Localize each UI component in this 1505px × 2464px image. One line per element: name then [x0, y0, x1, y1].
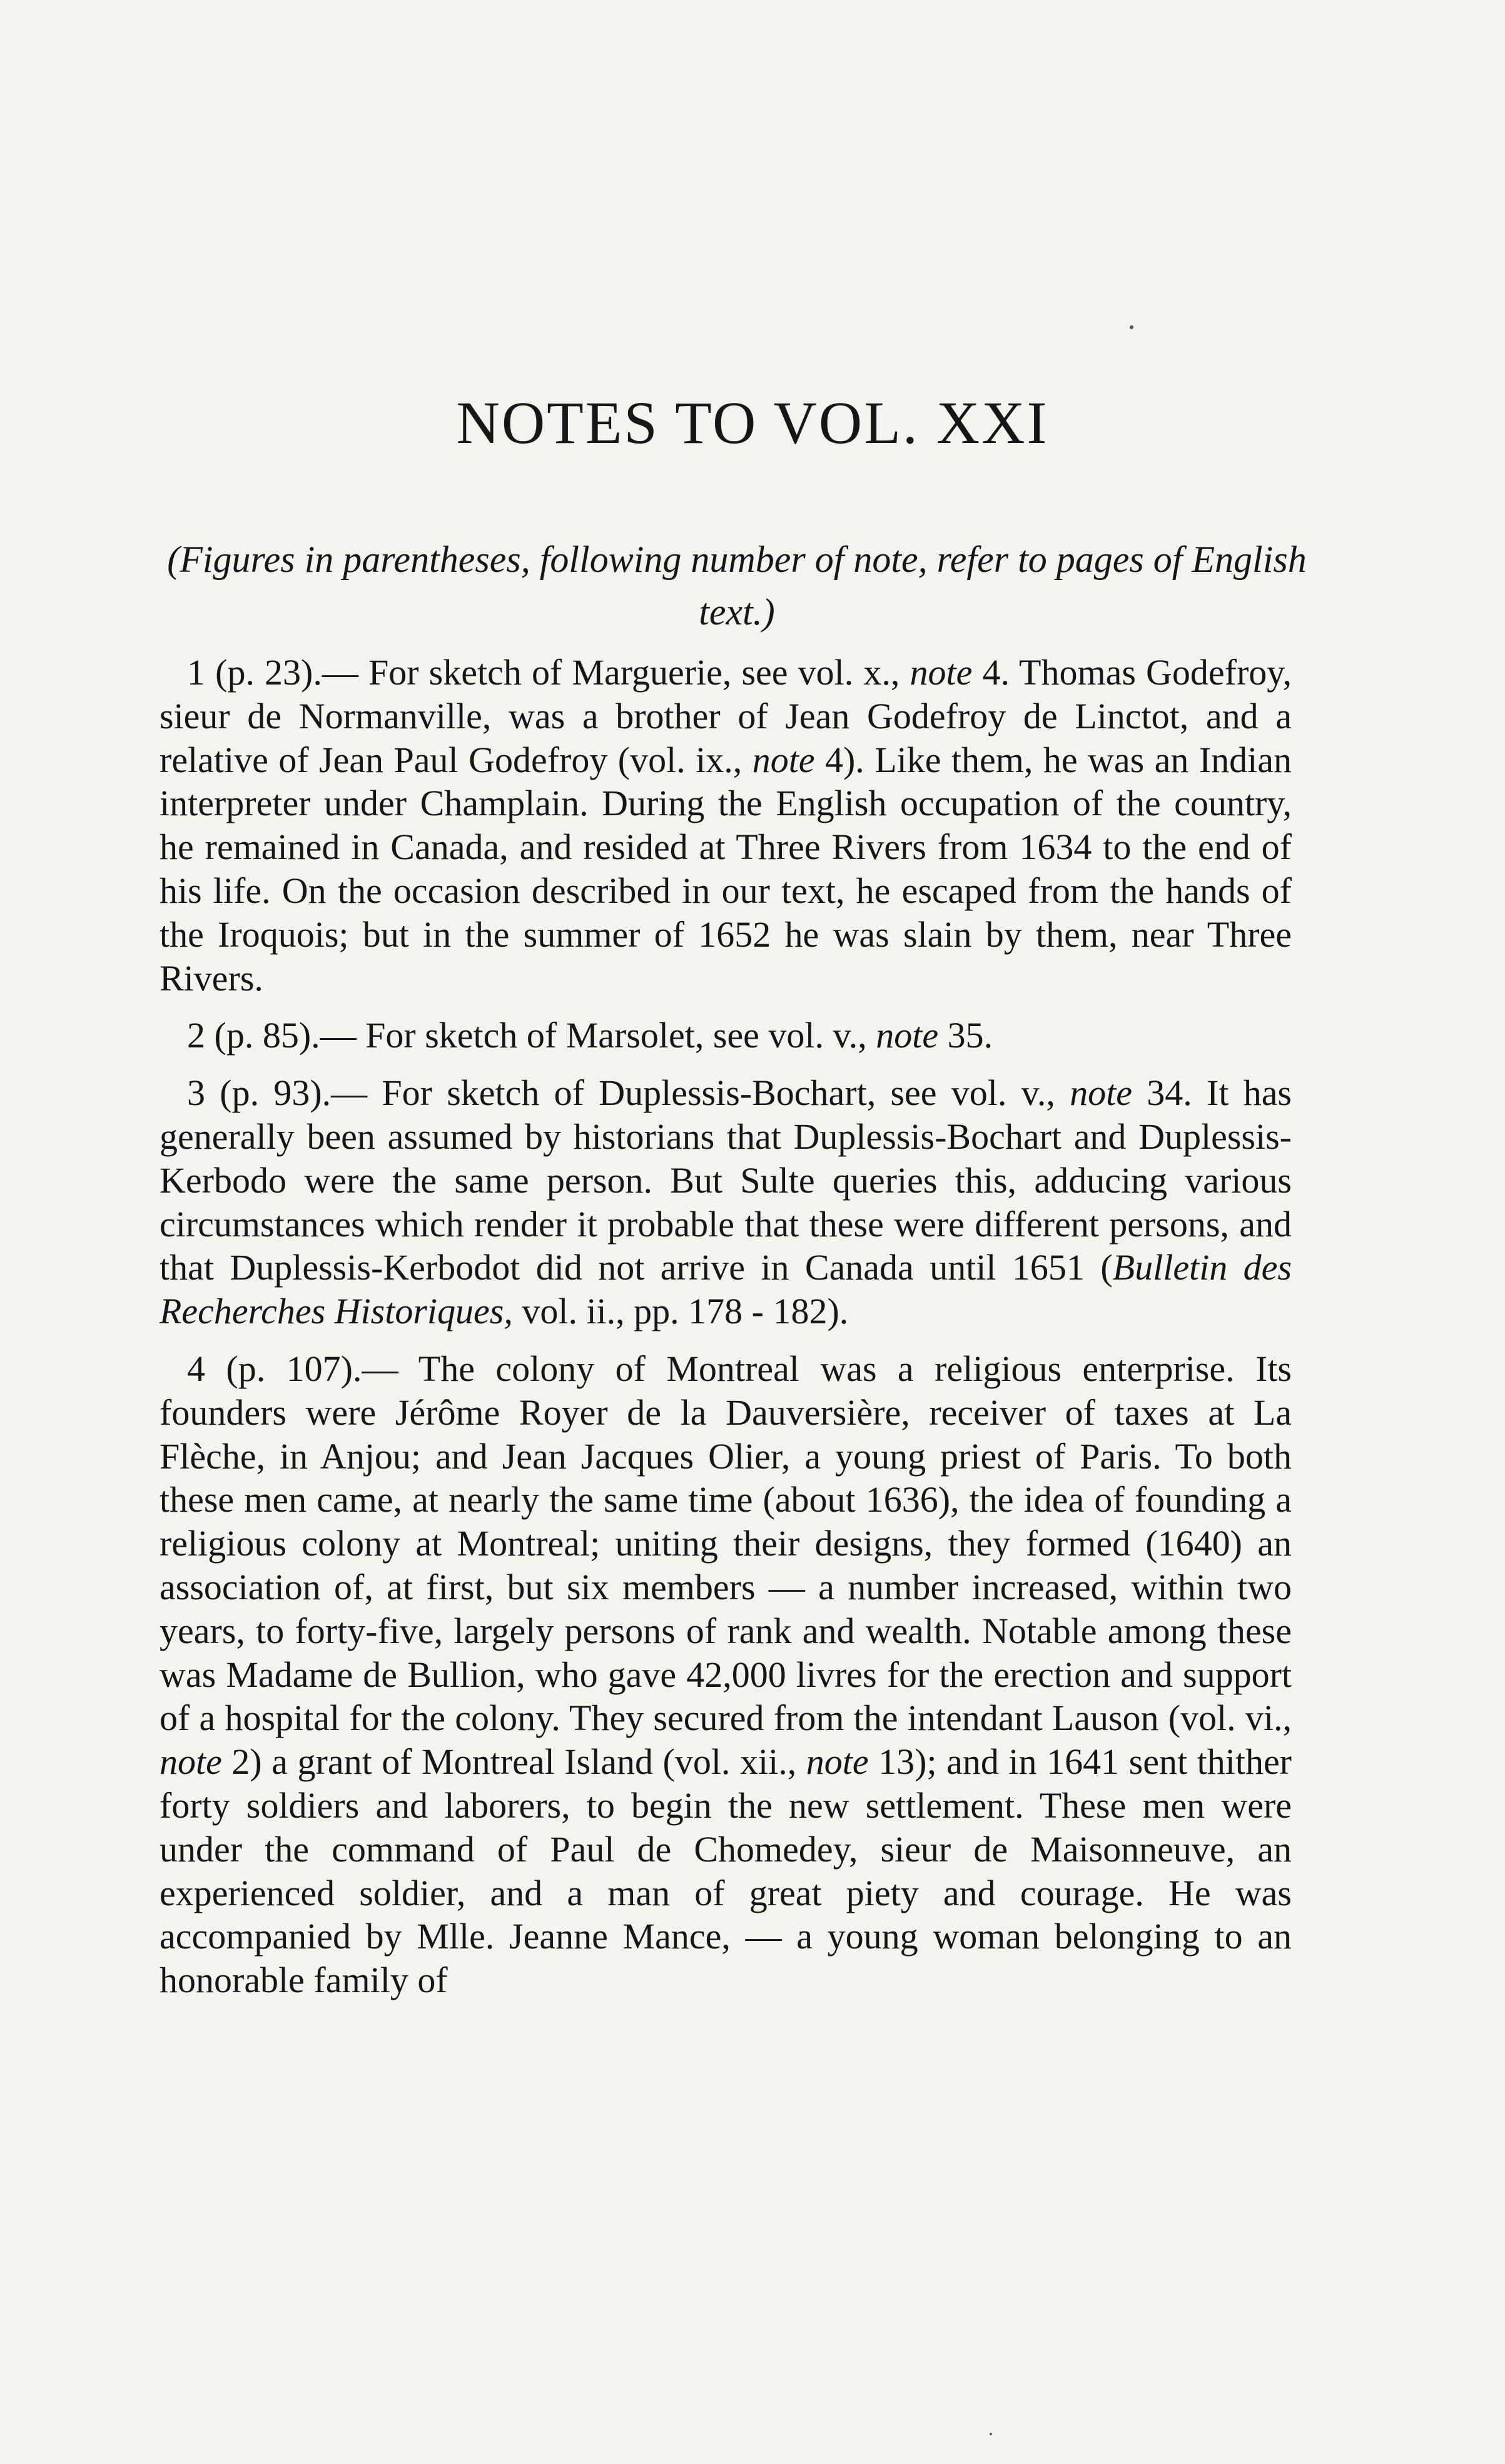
- note-2: [160, 1014, 1292, 1057]
- note-number: 4: [187, 1348, 205, 1389]
- note-text: — For sketch of Marsolet, see vol. v.,: [320, 1015, 876, 1056]
- note-number: 2: [187, 1015, 205, 1056]
- note-number: 3: [187, 1072, 205, 1114]
- note-page-ref: (p. 85).: [214, 1015, 320, 1056]
- note-italic-text: note: [910, 652, 973, 693]
- note-italic-text: note: [160, 1741, 222, 1783]
- note-number: 1: [187, 652, 205, 693]
- note-text: 35.: [938, 1015, 993, 1056]
- paper-speck: [1130, 325, 1133, 329]
- note-text: — For sketch of Marguerie, see vol. x.,: [322, 652, 910, 693]
- note-text: 13); and in 1641 sent thither forty soldiers and laborers, to begin the new settlement. These men were under the command of Paul de Chomedey, sieur de Maisonneuve, an experienced soldier, and a man of great piety and courage. He was accompanied by Mlle. Jeanne Mance, — a young woman belonging to an honorable family of: [160, 1741, 1292, 2001]
- page-title: NOTES TO VOL. XXI: [456, 389, 1049, 456]
- note-italic-text: note: [876, 1015, 939, 1056]
- note-text: 2) a grant of Montreal Island (vol. xii.,: [221, 1741, 806, 1783]
- note-page-ref: (p. 107).: [226, 1348, 362, 1389]
- note-italic-text: note: [806, 1741, 869, 1783]
- notes-list: [160, 651, 1292, 2016]
- note-italic-text: note: [752, 739, 815, 780]
- page-subtitle: (Figures in parentheses, following number of note, refer to pages of English text.): [167, 539, 1307, 633]
- note-italic-text: note: [1070, 1072, 1132, 1114]
- note-text: — For sketch of Duplessis-Bochart, see vol. v.,: [331, 1072, 1070, 1114]
- note-page-ref: (p. 93).: [220, 1072, 332, 1114]
- note-text: — The colony of Montreal was a religious enterprise. Its founders were Jérôme Royer de la Dauversière, receiver of taxes at La Flèche, in Anjou; and Jean Jacques Olier, a young priest of Paris. To both these men came, at nearly the same time (about 1636), the idea of founding a religious colony at Montreal; uniting their designs, they formed (1640) an association of, at first, but six members — a number increased, within two years, to forty-five, largely persons of rank and wealth. Notable among these was Madame de Bullion, who gave 42,000 livres for the erection and support of a hospital for the colony. They secured from the intendant Lauson (vol. vi.,: [160, 1348, 1292, 1739]
- note-italic-text: Bulletin des Recherches Historiques,: [160, 1247, 1292, 1332]
- note-text: vol. ii., pp. 178 - 182).: [512, 1291, 849, 1332]
- note-3: [160, 1071, 1292, 1333]
- note-text: 4. Thomas Godefroy, sieur de Normanville, was a brother of Jean Godefroy de Linctot, and a relative of Jean Paul Godefroy (vol. ix.,: [160, 652, 1292, 780]
- note-4: [160, 1347, 1292, 2002]
- note-page-ref: (p. 23).: [215, 652, 322, 693]
- note-text: 34. It has generally been assumed by historians that Duplessis-Bochart and Duplessis-Kerbodo were the same person. But Sulte queries this, adducing various circumstances which render it probable that these were different persons, and that Duplessis-Kerbodot did not arrive in Canada until 1651 (: [160, 1072, 1292, 1288]
- note-1: [160, 651, 1292, 1000]
- note-text: 4). Like them, he was an Indian interpreter under Champlain. During the English occupation of the country, he remained in Canada, and resided at Three Rivers from 1634 to the end of his life. On the occasion described in our text, he escaped from the hands of the Iroquois; but in the summer of 1652 he was slain by them, near Three Rivers.: [160, 739, 1292, 999]
- paper-speck: [990, 2433, 992, 2435]
